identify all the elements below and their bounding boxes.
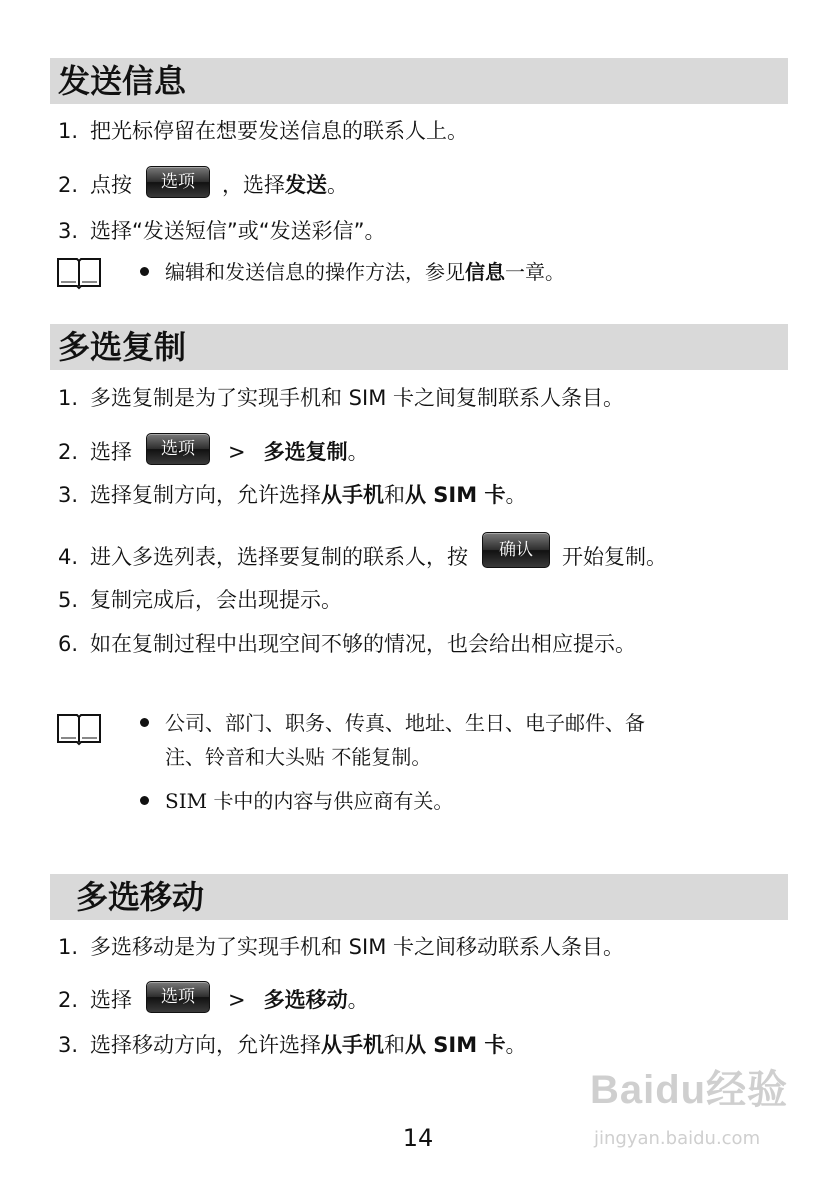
baidu-watermark bbox=[590, 1058, 789, 1149]
section-heading-multi-copy: 多选复制 bbox=[50, 324, 788, 370]
step-2 bbox=[58, 985, 369, 1017]
book-note-icon bbox=[56, 256, 102, 290]
menu-arrow: > bbox=[228, 988, 246, 1012]
step-text: 和 bbox=[384, 1033, 405, 1057]
step-number: 5. bbox=[58, 588, 79, 612]
confirm-button[interactable]: 确认 bbox=[482, 532, 550, 568]
note-bold-text: 信息 bbox=[465, 260, 505, 284]
menu-arrow: > bbox=[228, 440, 246, 464]
step-bold-text: 从手机 bbox=[321, 1033, 384, 1057]
step-bold-text: 多选移动 bbox=[263, 988, 348, 1012]
step-text: ，选择 bbox=[222, 173, 285, 197]
step-text: 如在复制过程中出现空间不够的情况，也会给出相应提示。 bbox=[90, 632, 636, 656]
step-text: 进入多选列表，选择要复制的联系人，按 bbox=[90, 545, 468, 569]
step-text: 。 bbox=[505, 483, 527, 507]
step-3 bbox=[58, 480, 526, 510]
watermark-brand: Baidu经验 bbox=[590, 1068, 789, 1112]
note-text: 一章。 bbox=[505, 260, 565, 284]
step-number: 3. bbox=[58, 483, 79, 507]
step-text: 选择 bbox=[90, 988, 132, 1012]
step-text: 选择移动方向，允许选择 bbox=[90, 1033, 321, 1057]
section-heading-send-message: 发送信息 bbox=[50, 58, 788, 104]
step-1 bbox=[58, 383, 624, 413]
note-text: 编辑和发送信息的操作方法，参见 bbox=[165, 260, 465, 284]
step-text: 选择复制方向，允许选择 bbox=[90, 483, 321, 507]
step-text: 选择 bbox=[90, 440, 132, 464]
step-number: 2. bbox=[58, 988, 79, 1012]
book-note-icon bbox=[56, 712, 102, 746]
step-5 bbox=[58, 585, 342, 615]
step-4 bbox=[58, 540, 667, 576]
note-text: SIM 卡中的内容与供应商有关。 bbox=[165, 789, 454, 813]
step-text: 。 bbox=[327, 173, 348, 197]
bullet-dot bbox=[140, 796, 149, 805]
note-copy-limits bbox=[140, 706, 645, 774]
step-2 bbox=[58, 170, 348, 202]
step-number: 4. bbox=[58, 545, 79, 569]
step-number: 2. bbox=[58, 173, 79, 197]
step-text: 选择“发送短信”或“发送彩信”。 bbox=[90, 219, 386, 243]
step-2 bbox=[58, 437, 369, 469]
step-number: 6. bbox=[58, 632, 79, 656]
step-3 bbox=[58, 1030, 526, 1060]
step-number: 3. bbox=[58, 1033, 79, 1057]
step-text: 点按 bbox=[90, 173, 132, 197]
watermark-url: jingyan.baidu.com bbox=[594, 1128, 761, 1149]
options-button[interactable]: 选项 bbox=[146, 166, 210, 198]
bullet-dot bbox=[140, 718, 149, 727]
step-text: 开始复制。 bbox=[562, 545, 667, 569]
bullet-dot bbox=[140, 267, 149, 276]
section-heading-multi-move: 多选移动 bbox=[50, 874, 788, 920]
step-text: 多选移动是为了实现手机和 SIM 卡之间移动联系人条目。 bbox=[90, 935, 624, 959]
step-number: 1. bbox=[58, 386, 79, 410]
note-text: 公司、部门、职务、传真、地址、生日、电子邮件、备 bbox=[165, 711, 645, 735]
note-send-message bbox=[140, 255, 565, 289]
step-text: 。 bbox=[347, 988, 369, 1012]
step-3 bbox=[58, 216, 386, 246]
step-number: 1. bbox=[58, 119, 79, 143]
note-sim-content bbox=[140, 784, 453, 818]
step-bold-text: 从 SIM 卡 bbox=[405, 483, 506, 507]
step-text: 把光标停留在想要发送信息的联系人上。 bbox=[90, 119, 468, 143]
step-bold-text: 发送 bbox=[285, 173, 327, 197]
step-text: 复制完成后，会出现提示。 bbox=[90, 588, 342, 612]
note-text-continued: 注、铃音和大头贴 不能复制。 bbox=[165, 745, 432, 769]
step-1 bbox=[58, 932, 624, 962]
step-number: 1. bbox=[58, 935, 79, 959]
step-text: 。 bbox=[505, 1033, 527, 1057]
step-text: 。 bbox=[347, 440, 369, 464]
options-button[interactable]: 选项 bbox=[146, 981, 210, 1013]
options-button[interactable]: 选项 bbox=[146, 433, 210, 465]
step-1 bbox=[58, 116, 468, 146]
step-number: 3. bbox=[58, 219, 79, 243]
step-bold-text: 多选复制 bbox=[263, 440, 348, 464]
step-bold-text: 从手机 bbox=[321, 483, 384, 507]
step-bold-text: 从 SIM 卡 bbox=[405, 1033, 506, 1057]
step-text: 多选复制是为了实现手机和 SIM 卡之间复制联系人条目。 bbox=[90, 386, 624, 410]
step-text: 和 bbox=[384, 483, 405, 507]
step-6 bbox=[58, 629, 636, 659]
page-number: 14 bbox=[402, 1124, 434, 1152]
step-number: 2. bbox=[58, 440, 79, 464]
